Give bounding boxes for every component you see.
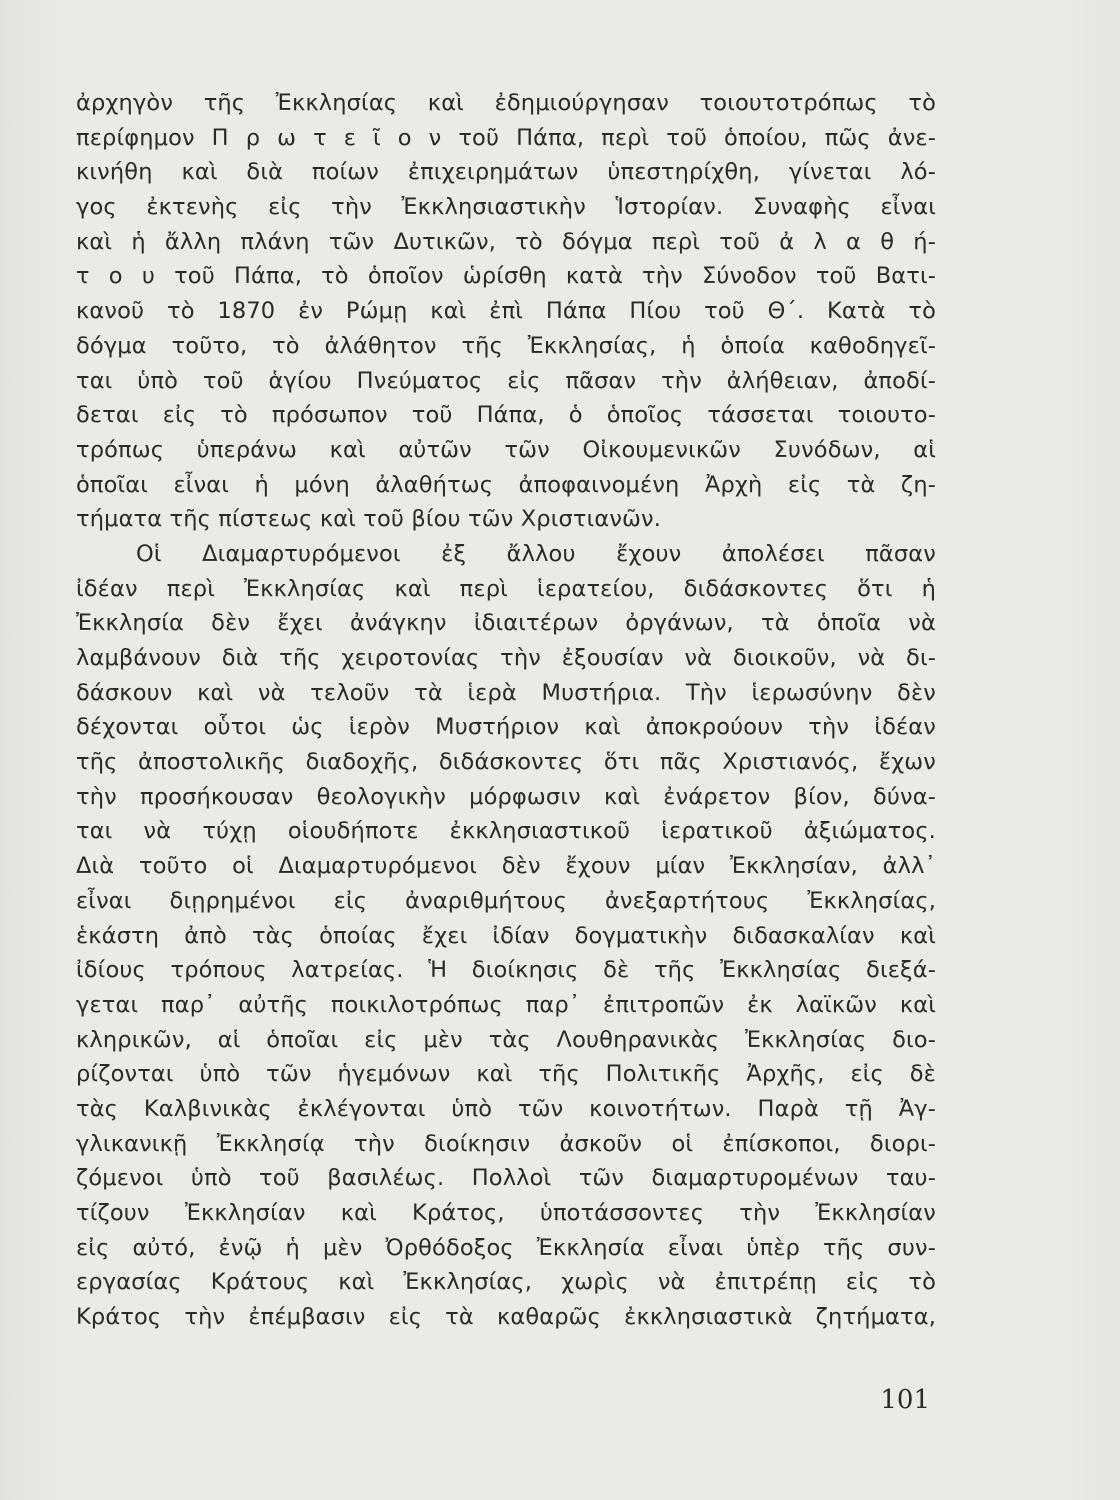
text-line: τὰς Καλβινικὰς ἐκλέγονται ὑπὸ τῶν κοινοτήτων. Παρὰ τῇ Ἀγ- xyxy=(76,1095,936,1122)
text-line: τῆς ἀποστολικῆς διαδοχῆς, διδάσκοντες ὅτι πᾶς Χριστιανός, ἔχων xyxy=(76,749,936,776)
paragraph-end-line: τήματα τῆς πίστεως καὶ τοῦ βίου τῶν Χριστιανῶν. xyxy=(76,506,662,533)
text-line: Ἐκκλησία δὲν ἔχει ἀνάγκην ἰδιαιτέρων ὀργάνων, τὰ ὁποῖα νὰ xyxy=(76,610,936,637)
text-line: δάσκουν καὶ νὰ τελοῦν τὰ ἱερὰ Μυστήρια. Τὴν ἱερωσύνην δὲν xyxy=(76,679,936,706)
text-line: δόγμα τοῦτο, τὸ ἀλάθητον τῆς Ἐκκλησίας, ἡ ὁποία καθοδηγεῖ- xyxy=(76,332,936,359)
text-line: ἰδίους τρόπους λατρείας. Ἡ διοίκησις δὲ τῆς Ἐκκλησίας διεξά- xyxy=(76,957,936,984)
text-line: ται ὑπὸ τοῦ ἁγίου Πνεύματος εἰς πᾶσαν τὴν ἀλήθειαν, ἀποδί- xyxy=(76,367,936,394)
text-line: ρίζονται ὑπὸ τῶν ἡγεμόνων καὶ τῆς Πολιτικῆς Ἀρχῆς, εἰς δὲ xyxy=(76,1061,936,1088)
text-line: εἰς αὐτό, ἐνῷ ἡ μὲν Ὀρθόδοξος Ἐκκλησία εἶναι ὑπὲρ τῆς συν- xyxy=(76,1234,936,1261)
paragraph-start-line: Οἱ Διαμαρτυρόμενοι ἐξ ἄλλου ἔχουν ἀπολέσει πᾶσαν xyxy=(136,540,936,567)
page-number: 101 xyxy=(880,1385,930,1415)
text-line: γλικανικῇ Ἐκκλησίᾳ τὴν διοίκησιν ἀσκοῦν οἱ ἐπίσκοποι, διορι- xyxy=(76,1130,936,1157)
text-line: ζόμενοι ὑπὸ τοῦ βασιλέως. Πολλοὶ τῶν διαμαρτυρομένων ταυ- xyxy=(76,1165,936,1192)
text-line: καὶ ἡ ἄλλη πλάνη τῶν Δυτικῶν, τὸ δόγμα περὶ τοῦ ἀ λ α θ ή- xyxy=(76,228,936,255)
text-line: γεται παρ᾽ αὐτῆς ποικιλοτρόπως παρ᾽ ἐπιτροπῶν ἐκ λαϊκῶν καὶ xyxy=(76,991,936,1018)
text-line: τίζουν Ἐκκλησίαν καὶ Κράτος, ὑποτάσσοντες τὴν Ἐκκλησίαν xyxy=(76,1200,936,1226)
text-line: Διὰ τοῦτο οἱ Διαμαρτυρόμενοι δὲν ἔχουν μίαν Ἐκκλησίαν, ἀλλ᾽ xyxy=(76,853,936,880)
text-line: τρόπως ὑπεράνω καὶ αὐτῶν τῶν Οἰκουμενικῶν Συνόδων, αἱ xyxy=(76,436,936,463)
text-line: δέχονται οὗτοι ὡς ἱερὸν Μυστήριον καὶ ἀποκρούουν τὴν ἰδέαν xyxy=(76,714,936,741)
text-line: ἑκάστη ἀπὸ τὰς ὁποίας ἔχει ἰδίαν δογματικὴν διδασκαλίαν καὶ xyxy=(76,922,936,949)
text-line: τ ο υ τοῦ Πάπα, τὸ ὁποῖον ὡρίσθη κατὰ τὴν Σύνοδον τοῦ Βατι- xyxy=(76,263,936,290)
text-line: γος ἐκτενὴς εἰς τὴν Ἐκκλησιαστικὴν Ἱστορίαν. Συναφὴς εἶναι xyxy=(76,194,936,221)
text-line: κινήθη καὶ διὰ ποίων ἐπιχειρημάτων ὑπεστηρίχθη, γίνεται λό- xyxy=(76,159,936,186)
text-line: κανοῦ τὸ 1870 ἐν Ρώμῃ καὶ ἐπὶ Πάπα Πίου τοῦ Θ΄. Κατὰ τὸ xyxy=(76,298,936,325)
body-text xyxy=(76,86,936,1335)
text-line: δεται εἰς τὸ πρόσωπον τοῦ Πάπα, ὁ ὁποῖος τάσσεται τοιουτο- xyxy=(76,402,936,429)
text-line: εργασίας Κράτους καὶ Ἐκκλησίας, χωρὶς νὰ ἐπιτρέπῃ εἰς τὸ xyxy=(76,1269,936,1296)
text-line: Κράτος τὴν ἐπέμβασιν εἰς τὰ καθαρῶς ἐκκλησιαστικὰ ζητήματα, xyxy=(76,1304,936,1331)
text-line: ἀρχηγὸν τῆς Ἐκκλησίας καὶ ἐδημιούργησαν τοιουτοτρόπως τὸ xyxy=(76,90,936,116)
text-line: λαμβάνουν διὰ τῆς χειροτονίας τὴν ἐξουσίαν νὰ διοικοῦν, νὰ δι- xyxy=(76,645,936,671)
text-line: κληρικῶν, αἱ ὁποῖαι εἰς μὲν τὰς Λουθηρανικὰς Ἐκκλησίας διο- xyxy=(76,1026,936,1053)
text-line: ἰδέαν περὶ Ἐκκλησίας καὶ περὶ ἱερατείου, διδάσκοντες ὅτι ἡ xyxy=(76,575,936,602)
text-line: ὁποῖαι εἶναι ἡ μόνη ἀλαθήτως ἀποφαινομένη Ἀρχὴ εἰς τὰ ζη- xyxy=(76,471,936,498)
text-line: εἶναι διῃρημένοι εἰς ἀναριθμήτους ἀνεξαρτήτους Ἐκκλησίας, xyxy=(76,887,936,914)
text-line: τὴν προσήκουσαν θεολογικὴν μόρφωσιν καὶ ἐνάρετον βίον, δύνα- xyxy=(76,783,936,810)
text-line: περίφημον Π ρ ω τ ε ῖ ο ν τοῦ Πάπα, περὶ τοῦ ὁποίου, πῶς ἀνε- xyxy=(76,124,936,151)
text-line: ται νὰ τύχῃ οἱουδήποτε ἐκκλησιαστικοῦ ἱερατικοῦ ἀξιώματος. xyxy=(76,818,936,845)
